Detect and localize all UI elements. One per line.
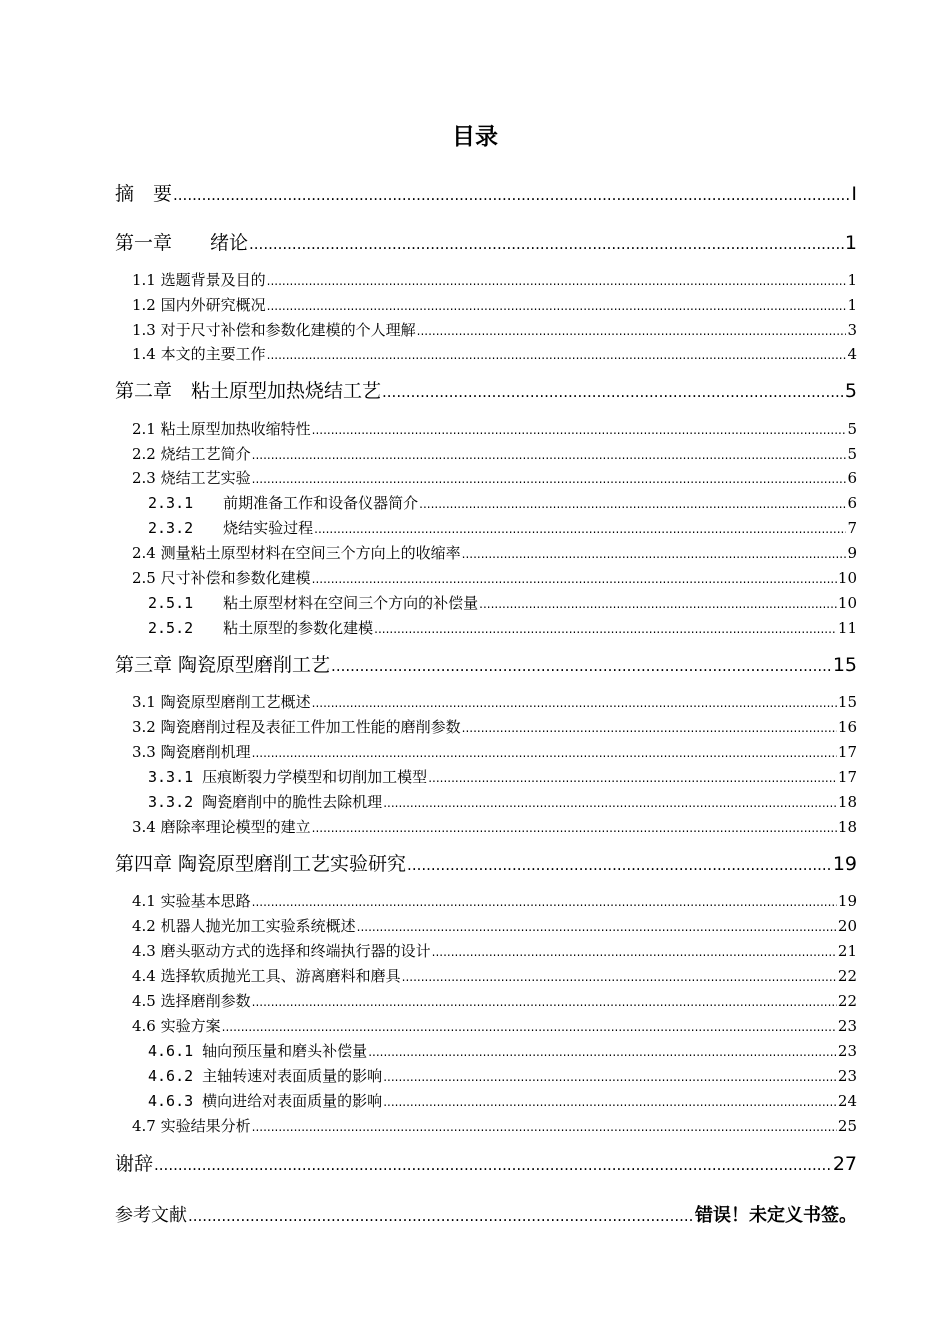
- toc-entry-label: 2.5.2 粘土原型的参数化建模: [148, 619, 374, 637]
- leader-dots: [252, 742, 837, 764]
- toc-entry-label: 2.1 粘土原型加热收缩特性: [132, 420, 311, 438]
- toc-entry-abstract[interactable]: [115, 181, 857, 207]
- toc-entry-label: 第二章 粘土原型加热烧结工艺: [115, 380, 382, 402]
- toc-entry-page: 5: [847, 420, 857, 438]
- leader-dots: [252, 891, 837, 913]
- toc-entry-label: 4.6.2 主轴转速对表面质量的影响: [148, 1067, 383, 1085]
- toc-entry-label: 4.4 选择软质抛光工具、游离磨料和磨具: [132, 967, 401, 985]
- toc-entry-4-7[interactable]: [132, 1115, 857, 1137]
- leader-dots: [314, 518, 846, 540]
- toc-entry-references[interactable]: [115, 1203, 857, 1229]
- toc-entry-4-6-3[interactable]: [148, 1090, 857, 1112]
- toc-entry-label: 3.4 磨除率理论模型的建立: [132, 818, 311, 836]
- toc-entry-page: 10: [837, 569, 857, 587]
- toc-entry-label: 3.3.2 陶瓷磨削中的脆性去除机理: [148, 793, 383, 811]
- toc-entry-page: 5: [844, 380, 857, 402]
- leader-dots: [368, 1041, 837, 1063]
- toc-entry-label: 1.3 对于尺寸补偿和参数化建模的个人理解: [132, 321, 416, 339]
- leader-dots: [222, 1016, 837, 1038]
- leader-dots: [428, 767, 837, 789]
- toc-entry-2-4[interactable]: [132, 542, 857, 564]
- toc-entry-label: 3.2 陶瓷磨削过程及表征工件加工性能的磨削参数: [132, 718, 461, 736]
- toc-entry-label: 3.3 陶瓷磨削机理: [132, 743, 251, 761]
- toc-entry-label: 4.6.3 横向进给对表面质量的影响: [148, 1092, 383, 1110]
- leader-dots: [249, 231, 844, 257]
- toc-entry-label: 4.6 实验方案: [132, 1017, 221, 1035]
- toc-entry-4-2[interactable]: [132, 915, 857, 937]
- toc-entry-1-4[interactable]: [132, 343, 857, 365]
- toc-entry-2-5-1[interactable]: [148, 592, 857, 614]
- toc-entry-page: 10: [837, 594, 857, 612]
- leader-dots: [383, 1091, 837, 1113]
- toc-entry-chapter-4[interactable]: [115, 851, 857, 877]
- toc-entry-label: 2.3.2 烧结实验过程: [148, 519, 314, 537]
- toc-entry-label: 4.3 磨头驱动方式的选择和终端执行器的设计: [132, 942, 431, 960]
- toc-entry-4-6[interactable]: [132, 1015, 857, 1037]
- toc-entry-1-1[interactable]: [132, 269, 857, 291]
- toc-entry-page: 18: [837, 818, 857, 836]
- leader-dots: [383, 792, 837, 814]
- toc-entry-page: 23: [837, 1067, 857, 1085]
- toc-entry-4-6-2[interactable]: [148, 1065, 857, 1087]
- toc-entry-label: 第四章 陶瓷原型磨削工艺实验研究: [115, 853, 407, 875]
- toc-entry-label: 2.3.1 前期准备工作和设备仪器简介: [148, 494, 419, 512]
- leader-dots: [419, 493, 846, 515]
- toc-entry-4-3[interactable]: [132, 940, 857, 962]
- toc-entry-2-2[interactable]: [132, 443, 857, 465]
- leader-dots: [252, 468, 847, 490]
- toc-entry-page: 15: [832, 654, 857, 676]
- toc-entry-page: 9: [847, 544, 857, 562]
- toc-entry-page: 4: [847, 345, 857, 363]
- toc-entry-page: 11: [837, 619, 857, 637]
- toc-entry-page: 6: [847, 494, 857, 512]
- toc-entry-page: 24: [837, 1092, 857, 1110]
- toc-entry-page: 15: [837, 693, 857, 711]
- toc-entry-label: 4.6.1 轴向预压量和磨头补偿量: [148, 1042, 368, 1060]
- toc-entry-page: 23: [837, 1017, 857, 1035]
- toc-entry-label: 3.1 陶瓷原型磨削工艺概述: [132, 693, 311, 711]
- toc-entry-page: 5: [847, 445, 857, 463]
- toc-entry-page: 19: [837, 892, 857, 910]
- toc-entry-page: 3: [847, 321, 857, 339]
- toc-entry-2-3-2[interactable]: [148, 517, 857, 539]
- leader-dots: [312, 692, 837, 714]
- toc-entry-3-3-1[interactable]: [148, 766, 857, 788]
- toc-entry-page: 7: [847, 519, 857, 537]
- toc-entry-page: 1: [847, 296, 857, 314]
- leader-dots: [331, 653, 832, 679]
- toc-entry-1-3[interactable]: [132, 319, 857, 341]
- toc-entry-page: 1: [844, 232, 857, 254]
- toc-entry-page-error: 错误！未定义书签。: [695, 1205, 857, 1226]
- toc-entry-1-2[interactable]: [132, 294, 857, 316]
- toc-entry-page: 20: [837, 917, 857, 935]
- toc-entry-page: 1: [847, 271, 857, 289]
- toc-entry-2-1[interactable]: [132, 418, 857, 440]
- leader-dots: [383, 1066, 837, 1088]
- leader-dots: [462, 543, 847, 565]
- toc-entry-label: 第三章 陶瓷原型磨削工艺: [115, 654, 331, 676]
- toc-entry-page: 19: [832, 853, 857, 875]
- toc-entry-acknowledgements[interactable]: [115, 1151, 857, 1177]
- toc-entry-page: I: [851, 183, 857, 205]
- toc-entry-3-4[interactable]: [132, 816, 857, 838]
- toc-entry-page: 22: [837, 992, 857, 1010]
- leader-dots: [267, 344, 847, 366]
- toc-entry-2-5-2[interactable]: [148, 617, 857, 639]
- toc-entry-label: 3.3.1 压痕断裂力学模型和切削加工模型: [148, 768, 428, 786]
- leader-dots: [407, 852, 832, 878]
- toc-entry-page: 27: [832, 1153, 857, 1175]
- leader-dots: [154, 1152, 832, 1178]
- toc-entry-chapter-2[interactable]: [115, 378, 857, 404]
- leader-dots: [417, 320, 847, 342]
- toc-entry-3-1[interactable]: [132, 691, 857, 713]
- leader-dots: [312, 817, 837, 839]
- toc-entry-page: 25: [837, 1117, 857, 1135]
- leader-dots: [173, 182, 850, 208]
- toc-entry-label: 1.2 国内外研究概况: [132, 296, 266, 314]
- leader-dots: [252, 1116, 837, 1138]
- toc-entry-page: 18: [837, 793, 857, 811]
- toc-entry-3-3-2[interactable]: [148, 791, 857, 813]
- leader-dots: [252, 991, 837, 1013]
- toc-entry-label: 2.5.1 粘土原型材料在空间三个方向的补偿量: [148, 594, 479, 612]
- toc-entry-label: 4.7 实验结果分析: [132, 1117, 251, 1135]
- leader-dots: [188, 1203, 694, 1229]
- toc-entry-4-6-1[interactable]: [148, 1040, 857, 1062]
- toc-entry-4-5[interactable]: [132, 990, 857, 1012]
- toc-entry-page: 16: [837, 718, 857, 736]
- page-title: 目录: [452, 124, 498, 150]
- toc-entry-2-3-1[interactable]: [148, 492, 857, 514]
- toc-entry-label: 4.1 实验基本思路: [132, 892, 251, 910]
- toc-entry-label: 1.4 本文的主要工作: [132, 345, 266, 363]
- leader-dots: [462, 717, 837, 739]
- leader-dots: [312, 568, 837, 590]
- toc-entry-chapter-3[interactable]: [115, 652, 857, 678]
- toc-entry-label: 2.2 烧结工艺简介: [132, 445, 251, 463]
- leader-dots: [312, 419, 847, 441]
- toc-entry-label: 2.4 测量粘土原型材料在空间三个方向上的收缩率: [132, 544, 461, 562]
- toc-entry-3-2[interactable]: [132, 716, 857, 738]
- leader-dots: [267, 270, 847, 292]
- leader-dots: [402, 966, 837, 988]
- toc-entry-4-4[interactable]: [132, 965, 857, 987]
- toc-entry-chapter-1[interactable]: [115, 230, 857, 256]
- toc-entry-label: 2.5 尺寸补偿和参数化建模: [132, 569, 311, 587]
- toc-entry-label: 第一章 绪论: [115, 232, 249, 254]
- toc-entry-label: 1.1 选题背景及目的: [132, 271, 266, 289]
- toc-entry-label: 2.3 烧结工艺实验: [132, 469, 251, 487]
- leader-dots: [374, 618, 837, 640]
- toc-entry-label: 4.5 选择磨削参数: [132, 992, 251, 1010]
- toc-entry-page: 21: [837, 942, 857, 960]
- toc-entry-page: 17: [837, 768, 857, 786]
- leader-dots: [267, 295, 847, 317]
- leader-dots: [357, 916, 837, 938]
- toc-entry-3-3[interactable]: [132, 741, 857, 763]
- toc-entry-page: 6: [847, 469, 857, 487]
- toc-entry-4-1[interactable]: [132, 890, 857, 912]
- leader-dots: [252, 444, 847, 466]
- toc-entry-label: 4.2 机器人抛光加工实验系统概述: [132, 917, 356, 935]
- toc-entry-label: 参考文献: [115, 1205, 187, 1226]
- toc-entry-label: 谢辞: [115, 1153, 154, 1175]
- toc-entry-2-5[interactable]: [132, 567, 857, 589]
- toc-entry-page: 17: [837, 743, 857, 761]
- toc-entry-label: 摘 要: [115, 183, 173, 205]
- leader-dots: [479, 593, 837, 615]
- toc-entry-2-3[interactable]: [132, 467, 857, 489]
- leader-dots: [432, 941, 837, 963]
- toc-entry-page: 22: [837, 967, 857, 985]
- toc-entry-page: 23: [837, 1042, 857, 1060]
- leader-dots: [382, 379, 844, 405]
